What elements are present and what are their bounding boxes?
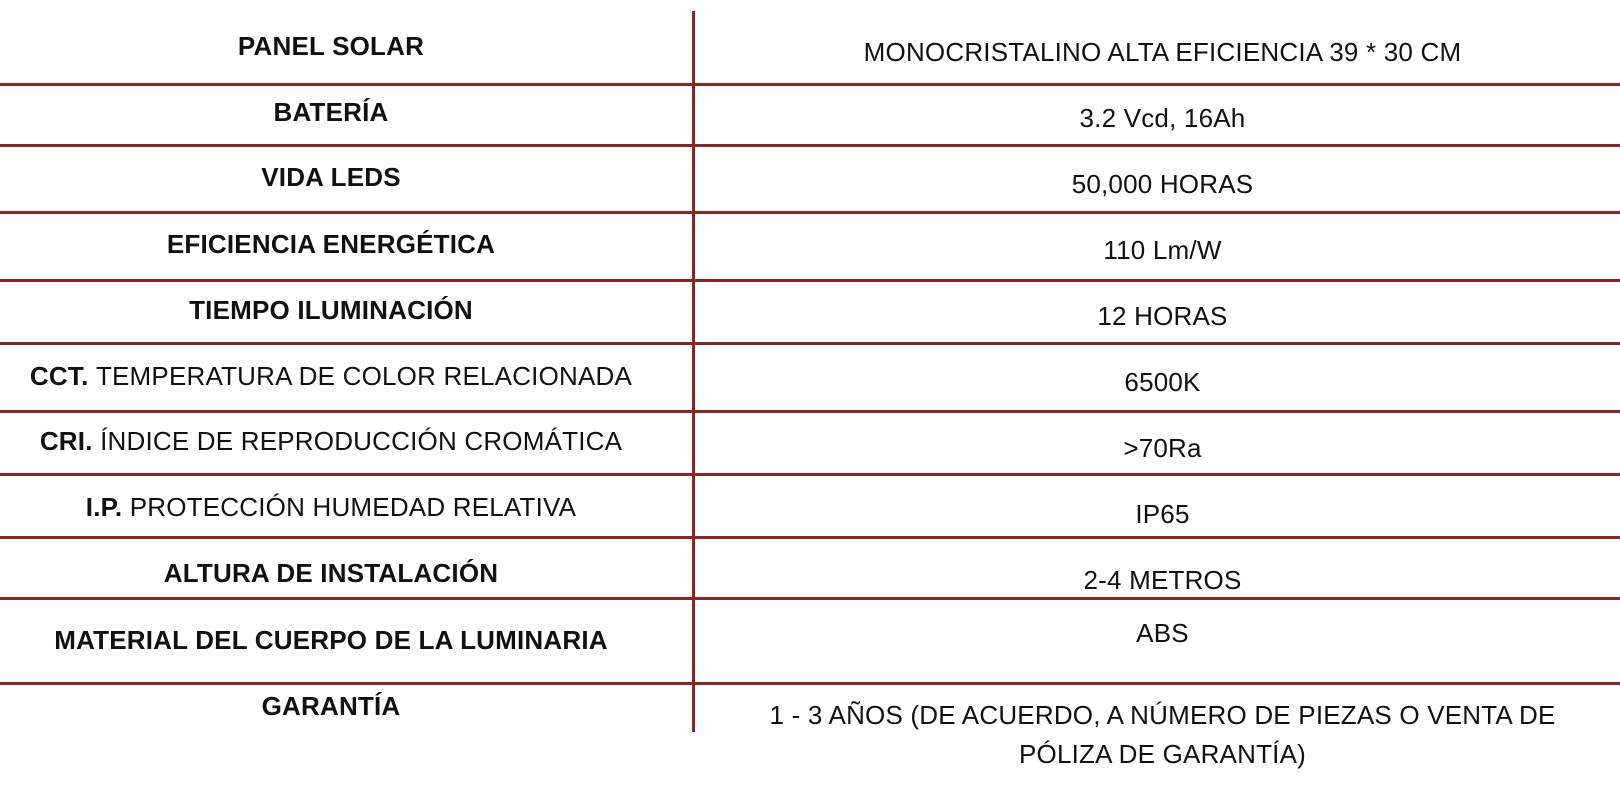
spec-value-garantia-line1: 1 - 3 AÑOS (DE ACUERDO, A NÚMERO DE PIEZAS O VENTA DE (769, 700, 1556, 730)
spec-label-cri (0, 421, 662, 461)
spec-label-eficiencia: EFICIENCIA ENERGÉTICA (166, 229, 496, 259)
spec-value-altura: 2-4 METROS (1083, 565, 1242, 595)
spec-value-material: ABS (1136, 618, 1189, 648)
spec-label-bateria: BATERÍA (273, 97, 389, 127)
spec-value-tiempo: 12 HORAS (1097, 301, 1228, 331)
spec-value-bateria: 3.2 Vcd, 16Ah (1079, 103, 1246, 133)
column-divider (692, 11, 695, 732)
spec-label-cct (0, 356, 662, 396)
spec-label-vida-leds: VIDA LEDS (261, 162, 401, 192)
spec-value-eficiencia: 110 Lm/W (1103, 235, 1222, 265)
spec-value-panel-solar: MONOCRISTALINO ALTA EFICIENCIA 39 * 30 CM (863, 37, 1462, 67)
spec-label-tiempo: TIEMPO ILUMINACIÓN (189, 295, 473, 325)
row-rule (0, 342, 1620, 345)
row-rule (0, 211, 1620, 214)
spec-label-text: ÍNDICE DE REPRODUCCIÓN CROMÁTICA (100, 426, 623, 456)
spec-label-ip (0, 487, 662, 527)
spec-value-cri: >70Ra (1123, 433, 1202, 463)
spec-value-ip: IP65 (1135, 499, 1190, 529)
spec-label-panel-solar: PANEL SOLAR (237, 31, 425, 61)
row-rule (0, 279, 1620, 282)
row-rule (0, 536, 1620, 539)
row-rule (0, 83, 1620, 86)
spec-value-garantia-line2: PÓLIZA DE GARANTÍA) (1019, 739, 1306, 769)
row-rule (0, 682, 1620, 685)
spec-label-text: TEMPERATURA DE COLOR RELACIONADA (95, 361, 633, 391)
spec-label-abbr: CRI. (39, 426, 93, 456)
spec-label-abbr: I.P. (85, 492, 123, 522)
spec-label-abbr: CCT. (29, 361, 89, 391)
row-rule (0, 473, 1620, 476)
row-rule (0, 410, 1620, 413)
spec-label-altura: ALTURA DE INSTALACIÓN (163, 558, 499, 588)
spec-label-material: MATERIAL DEL CUERPO DE LA LUMINARIA (54, 625, 608, 655)
row-rule (0, 144, 1620, 147)
spec-value-vida-leds: 50,000 HORAS (1071, 169, 1254, 199)
spec-label-text: PROTECCIÓN HUMEDAD RELATIVA (129, 492, 577, 522)
spec-value-cct: 6500K (1124, 367, 1201, 397)
spec-label-garantia: GARANTÍA (261, 691, 401, 721)
